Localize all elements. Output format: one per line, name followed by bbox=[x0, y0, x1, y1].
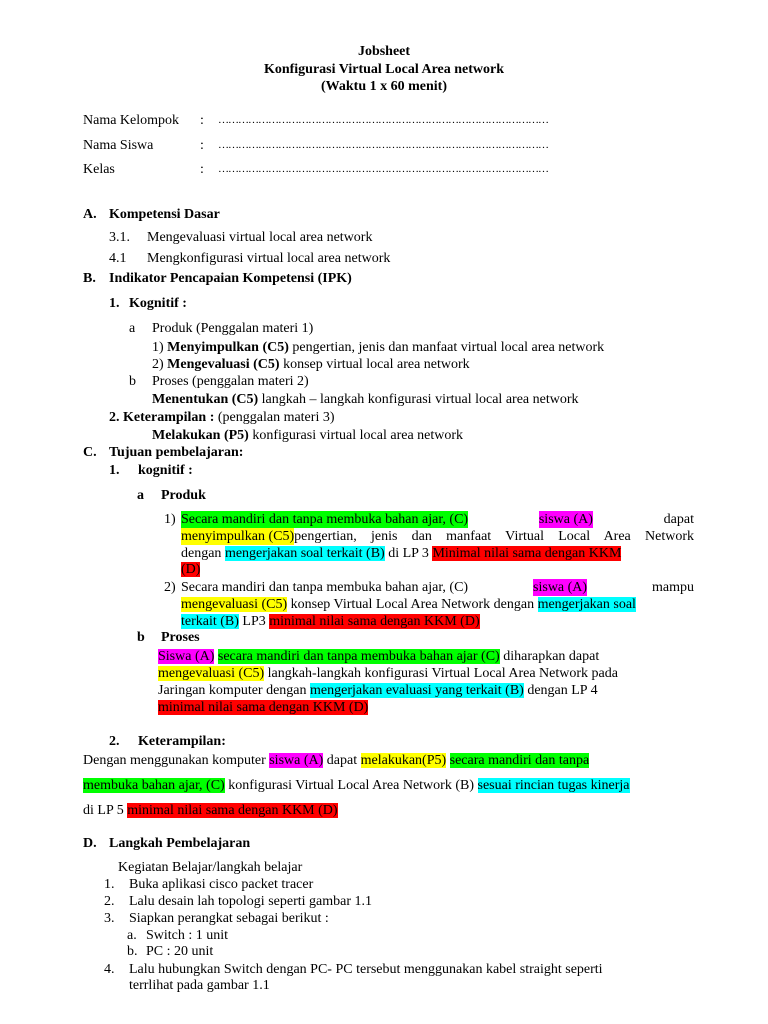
proses-marker: b bbox=[137, 630, 145, 645]
hl-green: secara mandiri dan tanpa membuka bahan ajar (C) bbox=[217, 649, 500, 664]
hl-yellow: melakukan(P5) bbox=[360, 753, 447, 768]
hl-cyan: mengerjakan soal terkait (B) bbox=[224, 546, 385, 561]
kd-num: 4.1 bbox=[109, 251, 127, 266]
hl-cyan: sesuai rincian tugas kinerja bbox=[477, 778, 630, 793]
ipk-b1-rest: langkah – langkah konfigurasi virtual local area network bbox=[258, 392, 579, 407]
field-sep: : bbox=[200, 162, 204, 177]
text: dengan bbox=[181, 546, 225, 561]
hl-yellow: menyimpulkan (C5) bbox=[181, 529, 295, 544]
ipk-a-text: Produk (Penggalan materi 1) bbox=[152, 321, 314, 336]
hl-red: Minimal nilai sama dengan KKM bbox=[432, 546, 622, 561]
langkah-intro: Kegiatan Belajar/langkah belajar bbox=[118, 860, 303, 875]
ipk-keterampilan-bold: Keterampilan : bbox=[123, 410, 215, 425]
field-sep: : bbox=[200, 138, 204, 153]
keterampilan-line1 bbox=[83, 752, 589, 769]
doc-time: (Waktu 1 x 60 menit) bbox=[321, 79, 447, 94]
field-dots-kelompok: ……………………………………………………………………………………… bbox=[218, 114, 548, 126]
produk-2-line3 bbox=[181, 613, 480, 630]
hl-red: (D) bbox=[181, 562, 201, 577]
ipk-k1-rest: konfigurasi virtual local area network bbox=[248, 428, 464, 443]
step-text: Lalu desain lah topologi seperti gambar 1.1 bbox=[129, 894, 372, 909]
ipk-keterampilan-num: 2. bbox=[109, 410, 120, 425]
text: dapat bbox=[323, 753, 361, 768]
substep-num: b. bbox=[127, 944, 138, 959]
section-d-marker: D. bbox=[83, 836, 97, 851]
ipk-b1 bbox=[152, 391, 579, 408]
produk-marker: a bbox=[137, 488, 144, 503]
step-num: 3. bbox=[104, 911, 115, 926]
keterampilan-line3 bbox=[83, 802, 338, 819]
field-label-kelompok: Nama Kelompok bbox=[83, 113, 180, 128]
hl-red: minimal nilai sama dengan KKM (D) bbox=[269, 614, 480, 629]
text: di LP 3 bbox=[384, 546, 433, 561]
hl-magenta: siswa (A) bbox=[538, 512, 593, 527]
hl-magenta: Siswa (A) bbox=[158, 649, 215, 664]
ipk-kognitif-num: 1. bbox=[109, 296, 120, 311]
proses-line4 bbox=[158, 699, 368, 716]
substep-num: a. bbox=[127, 928, 137, 943]
proses-line1 bbox=[158, 648, 599, 665]
hl-magenta: siswa (A) bbox=[533, 580, 588, 595]
ipk-a2-bold: Mengevaluasi (C5) bbox=[167, 357, 280, 372]
ipk-a2-rest: konsep virtual local area network bbox=[279, 357, 470, 372]
produk-label: Produk bbox=[161, 488, 206, 503]
produk-1-line2 bbox=[181, 528, 694, 545]
text: Secara mandiri dan tanpa membuka bahan ajar, (C) bbox=[181, 580, 469, 595]
text: dapat bbox=[663, 512, 694, 527]
field-dots-siswa: ……………………………………………………………………………………… bbox=[218, 139, 548, 151]
produk-1-line3 bbox=[181, 545, 621, 562]
text: diharapkan dapat bbox=[499, 649, 600, 664]
section-b-title: Indikator Pencapaian Kompetensi (IPK) bbox=[109, 271, 352, 286]
substep-text: Switch : 1 unit bbox=[146, 928, 229, 943]
section-c-title: Tujuan pembelajaran: bbox=[109, 445, 244, 460]
hl-green: membuka bahan ajar, (C) bbox=[83, 778, 225, 793]
text: mampu bbox=[652, 580, 694, 595]
produk-2-line2 bbox=[181, 596, 636, 613]
kd-text: Mengkonfigurasi virtual local area network bbox=[147, 251, 391, 266]
text: langkah-langkah konfigurasi Virtual Local Area Network pada bbox=[264, 666, 618, 681]
hl-cyan: terkait (B) bbox=[181, 614, 239, 629]
produk-1-line4 bbox=[181, 561, 200, 578]
step-num: 2. bbox=[104, 894, 115, 909]
ipk-b-text: Proses (penggalan materi 2) bbox=[152, 374, 309, 389]
ipk-k1 bbox=[152, 427, 463, 444]
section-b-marker: B. bbox=[83, 271, 96, 286]
tujuan-keterampilan-label: Keterampilan: bbox=[138, 734, 226, 749]
section-d-title: Langkah Pembelajaran bbox=[109, 836, 251, 851]
text: Jaringan komputer dengan bbox=[158, 683, 311, 698]
hl-cyan: mengerjakan soal bbox=[537, 597, 636, 612]
step-text: Lalu hubungkan Switch dengan PC- PC tersebut menggunakan kabel straight seperti bbox=[129, 962, 603, 977]
ipk-b-marker: b bbox=[129, 374, 136, 389]
doc-subtitle: Konfigurasi Virtual Local Area network bbox=[263, 62, 505, 77]
field-sep: : bbox=[200, 113, 204, 128]
hl-yellow: mengevaluasi (C5) bbox=[158, 666, 265, 681]
produk-1-num: 1) bbox=[164, 512, 176, 527]
kd-text: Mengevaluasi virtual local area network bbox=[147, 230, 373, 245]
ipk-a-marker: a bbox=[129, 321, 136, 336]
ipk-keterampilan bbox=[109, 409, 335, 426]
ipk-a1-num: 1) bbox=[152, 340, 164, 355]
text: konfigurasi Virtual Local Area Network (B) bbox=[224, 778, 478, 793]
ipk-b1-bold: Menentukan (C5) bbox=[152, 392, 259, 407]
section-a-marker: A. bbox=[83, 207, 97, 222]
step-num: 1. bbox=[104, 877, 115, 892]
tujuan-kognitif-num: 1. bbox=[109, 463, 120, 478]
proses-line3 bbox=[158, 682, 598, 699]
section-a-title: Kompetensi Dasar bbox=[109, 207, 220, 222]
proses-line2 bbox=[158, 665, 618, 682]
field-dots-kelas: ……………………………………………………………………………………… bbox=[218, 163, 548, 175]
substep-text: PC : 20 unit bbox=[146, 944, 214, 959]
hl-red: minimal nilai sama dengan KKM (D) bbox=[127, 803, 338, 818]
field-label-kelas: Kelas bbox=[83, 162, 115, 177]
text: Dengan menggunakan komputer bbox=[83, 753, 270, 768]
text: konsep Virtual Local Area Network dengan bbox=[287, 597, 538, 612]
tujuan-kognitif-label: kognitif : bbox=[138, 463, 193, 478]
ipk-k1-bold: Melakukan (P5) bbox=[152, 428, 249, 443]
hl-red: minimal nilai sama dengan KKM (D) bbox=[158, 700, 369, 715]
step-text: Siapkan perangkat sebagai berikut : bbox=[129, 911, 329, 926]
ipk-a1-rest: pengertian, jenis dan manfaat virtual local area network bbox=[288, 340, 605, 355]
text: di LP 5 bbox=[83, 803, 128, 818]
ipk-a2 bbox=[152, 356, 470, 373]
step-text: terrlihat pada gambar 1.1 bbox=[129, 978, 270, 993]
hl-cyan: mengerjakan evaluasi yang terkait (B) bbox=[310, 683, 524, 698]
produk-1-line1 bbox=[181, 511, 694, 528]
ipk-keterampilan-rest: (penggalan materi 3) bbox=[214, 410, 335, 425]
kd-num: 3.1. bbox=[109, 230, 130, 245]
doc-title: Jobsheet bbox=[357, 44, 411, 59]
field-label-siswa: Nama Siswa bbox=[83, 138, 154, 153]
step-text: Buka aplikasi cisco packet tracer bbox=[129, 877, 314, 892]
produk-2-num: 2) bbox=[164, 580, 176, 595]
text: pengertian, jenis dan manfaat Virtual Local Area Network bbox=[294, 529, 694, 544]
text: dengan LP 4 bbox=[523, 683, 598, 698]
section-c-marker: C. bbox=[83, 445, 97, 460]
step-num: 4. bbox=[104, 962, 115, 977]
keterampilan-line2 bbox=[83, 777, 630, 794]
hl-green: secara mandiri dan tanpa bbox=[449, 753, 590, 768]
text: LP3 bbox=[238, 614, 270, 629]
produk-2-line1 bbox=[181, 579, 694, 596]
hl-yellow: mengevaluasi (C5) bbox=[181, 597, 288, 612]
proses-label: Proses bbox=[161, 630, 200, 645]
hl-green: Secara mandiri dan tanpa membuka bahan ajar, (C) bbox=[181, 512, 469, 527]
tujuan-keterampilan-num: 2. bbox=[109, 734, 120, 749]
ipk-kognitif-label: Kognitif : bbox=[129, 296, 187, 311]
ipk-a2-num: 2) bbox=[152, 357, 164, 372]
hl-magenta: siswa (A) bbox=[269, 753, 324, 768]
ipk-a1-bold: Menyimpulkan (C5) bbox=[167, 340, 289, 355]
ipk-a1 bbox=[152, 339, 604, 356]
